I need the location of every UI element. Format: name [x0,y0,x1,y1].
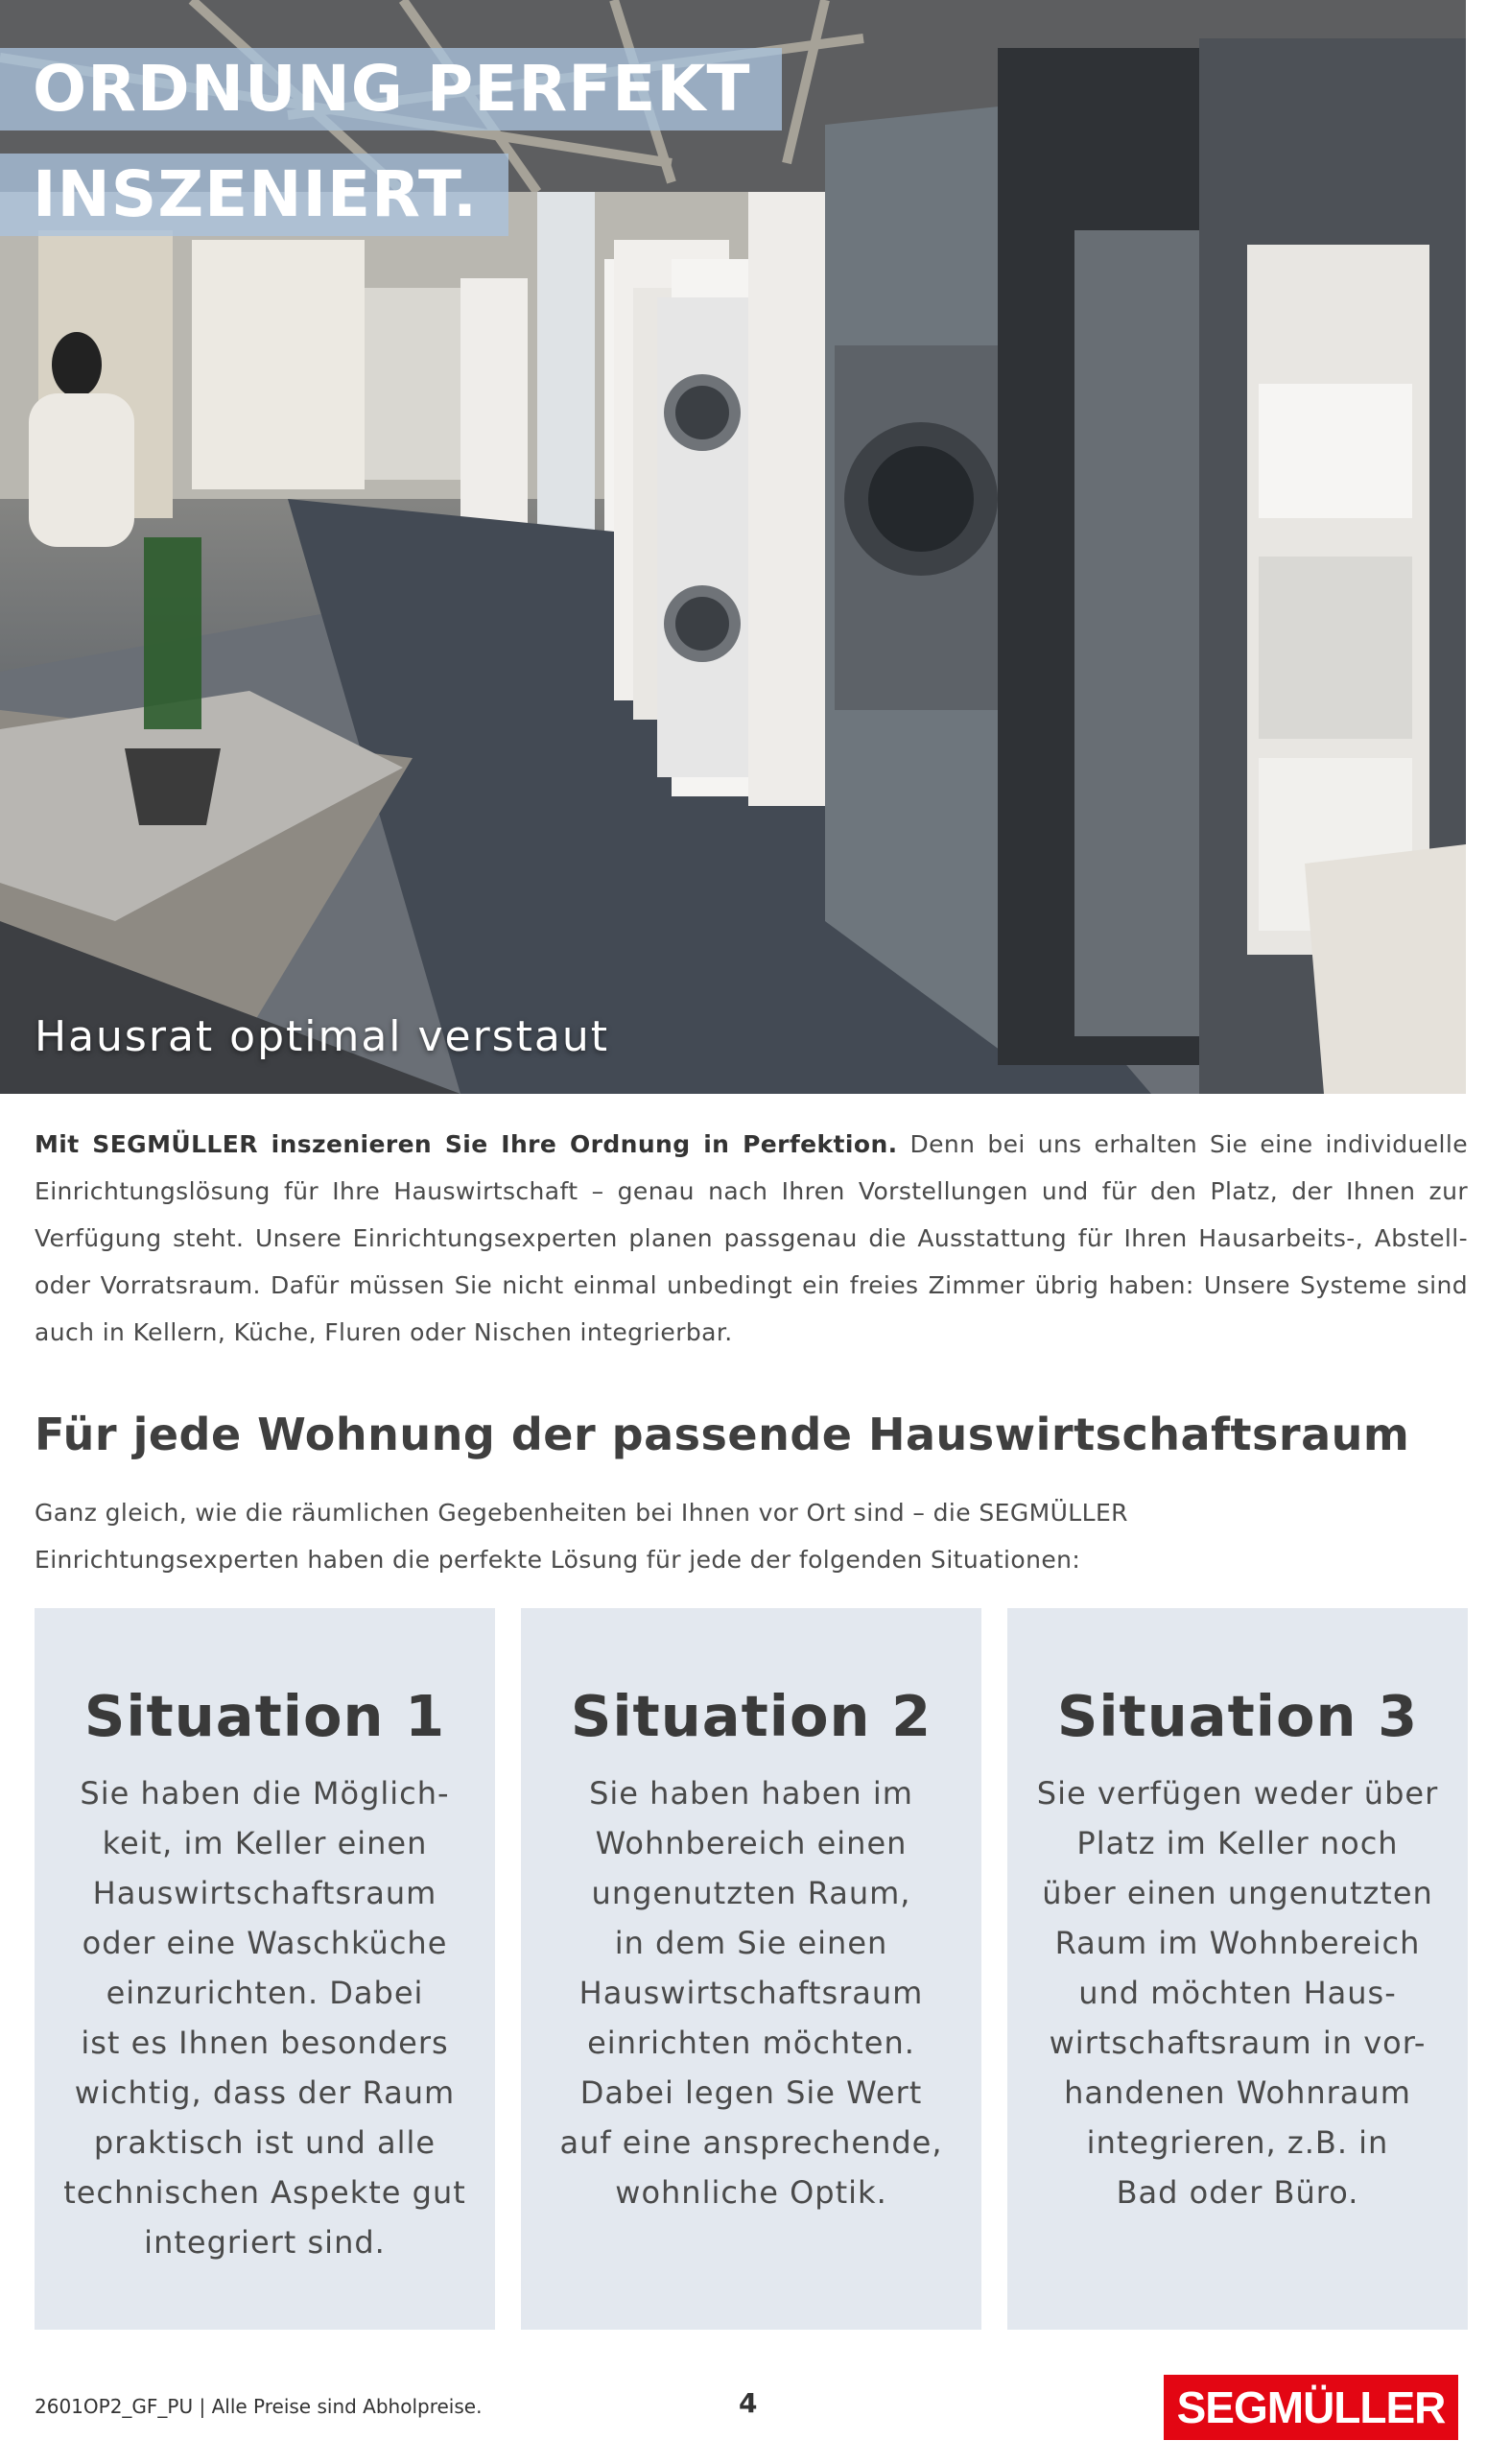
situation-line: in dem Sie einen [614,1925,888,1961]
situation-line: integriert sind. [144,2224,386,2261]
situation-title: Situation 2 [570,1683,932,1749]
hero-title-line-1: ORDNUNG PERFEKT [0,48,782,130]
situation-line: technischen Aspekte gut [63,2174,466,2211]
situation-line: wohnliche Optik. [615,2174,887,2211]
hero-caption: Hausrat optimal verstaut [35,1012,609,1061]
situation-line: ungenutzten Raum, [591,1875,911,1911]
situation-card-1 [35,1608,495,2330]
situation-line: einrichten möchten. [587,2025,915,2061]
situation-line: wirtschaftsraum in vor- [1049,2025,1427,2061]
section-subtext-line-1: Ganz gleich, wie die räumlichen Gegebenheiten bei Ihnen vor Ort sind – die SEGMÜLLER [35,1499,1128,1527]
hero-photo [0,0,1466,1094]
section-subtext-line-2: Einrichtungsexperten haben die perfekte Lösung für jede der folgenden Situationen: [35,1546,1081,1574]
segmueller-logo[interactable]: SEGMÜLLER [1164,2375,1458,2440]
hero-title-line-2: INSZENIERT. [0,154,508,236]
situation-line: ist es Ihnen besonders [81,2025,449,2061]
situation-line: Wohnbereich einen [595,1825,908,1861]
situation-line: Raum im Wohnbereich [1054,1925,1421,1961]
section-subtext [35,1489,1282,1583]
situation-line: einzurichten. Dabei [106,1975,424,2011]
situation-line: handenen Wohnraum [1064,2074,1411,2111]
situation-title: Situation 1 [83,1683,446,1749]
situation-line: oder eine Waschküche [82,1925,448,1961]
situations-grid [35,1608,1468,2330]
situation-line: Hauswirtschaftsraum [578,1975,924,2011]
situation-line: Platz im Keller noch [1076,1825,1399,1861]
situation-line: über einen ungenutzten [1042,1875,1433,1911]
situation-line: Hauswirtschaftsraum [92,1875,437,1911]
situation-card-2 [521,1608,981,2330]
section-heading: Für jede Wohnung der passende Hauswirtschaftsraum [35,1409,1410,1460]
situation-line: Sie haben die Möglich- [80,1775,450,1812]
situation-line: wichtig, dass der Raum [74,2074,456,2111]
footer-note: 2601OP2_GF_PU | Alle Preise sind Abholpreise. [35,2395,483,2418]
situation-card-3 [1007,1608,1468,2330]
situation-line: integrieren, z.B. in [1086,2124,1389,2161]
page-number: 4 [739,2387,758,2419]
situation-line: keit, im Keller einen [102,1825,428,1861]
situation-line: praktisch ist und alle [93,2124,437,2161]
situation-line: Sie haben haben im [589,1775,913,1812]
situation-line: Dabei legen Sie Wert [579,2074,923,2111]
situation-line: Sie verfügen weder über [1036,1775,1439,1812]
intro-paragraph [35,1121,1468,1356]
intro-text: Denn bei uns erhalten Sie eine individuelle Einrichtungslösung für Ihre Hauswirtschaft – genau nach Ihren Vorstellungen und für den Platz, der Ihnen zur Verfügung steht. Unsere Einrichtungsexperten planen passgenau die Ausstattung für Ihren Hausarbeits-, Abstell- oder Vorratsraum. Dafür müssen Sie nicht einmal unbedingt ein freies Zimmer übrig haben: Unsere Systeme sind auch in Kellern, Küche, Fluren oder Nischen integrierbar. [35,1130,1469,1346]
intro-lead: Mit SEGMÜLLER inszenieren Sie Ihre Ordnung in Perfektion. [35,1130,898,1158]
situation-title: Situation 3 [1056,1683,1419,1749]
situation-line: Bad oder Büro. [1116,2174,1359,2211]
situation-line: und möchten Haus- [1078,1975,1397,2011]
situation-line: auf eine ansprechende, [559,2124,943,2161]
